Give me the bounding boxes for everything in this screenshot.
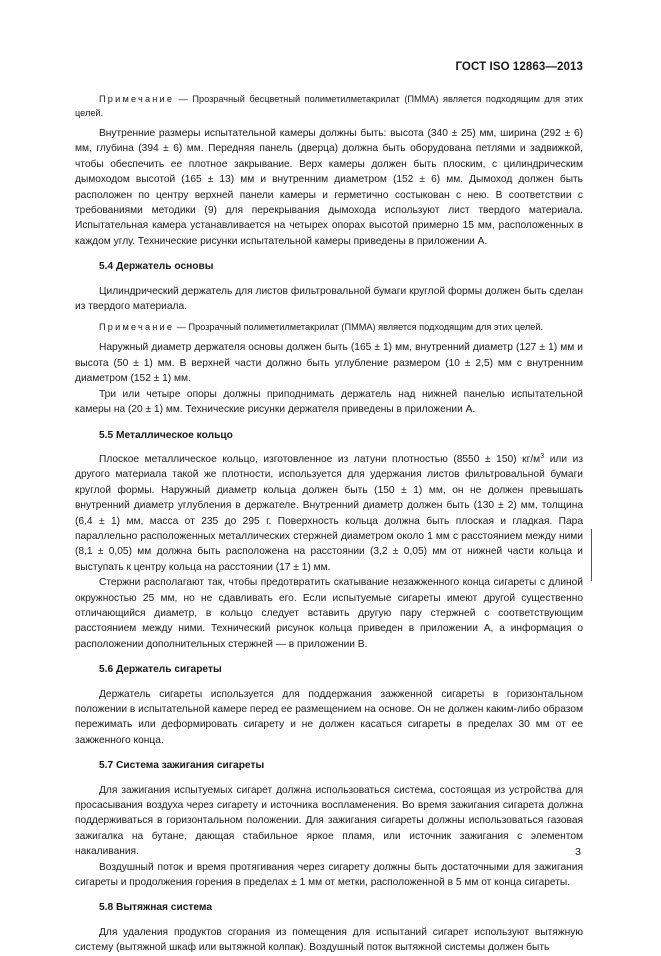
note-text: Прозрачный полиметилметакрилат (ПММА) является подходящим для этих целей. (188, 322, 544, 333)
page-number: 3 (575, 846, 581, 858)
section-heading: 5.5 Металлическое кольцо (99, 429, 233, 441)
note (75, 92, 583, 120)
note-dash: — (174, 94, 193, 104)
text-run: Плоское металлическое кольцо, изготовленное из латуни плотностью (8550 ± 150) кг/м (99, 453, 541, 465)
note-text: Прозрачный бесцветный полиметилметакрилат (ПММА) является подходящим для этих целей. (75, 94, 584, 118)
superscript: 3 (540, 452, 545, 460)
note (75, 320, 583, 334)
paragraph (75, 452, 583, 575)
document-id: ГОСТ ISO 12863—2013 (455, 61, 583, 73)
paragraph: Внутренние размеры испытательной камеры должны быть: высота (340 ± 25) мм, ширина (292 ± 6) мм, глубина (394 ± 6) мм. Передняя панель (дверца) должна быть оборудована петлями и задвижкой, чтобы обеспечить ее плотное закрывание. Верх камеры должен быть плоским, с цилиндрическим дымоходом высотой (165 ± 13) мм и внутренним диаметром (152 ± 6) мм. Дымоход должен быть расположен по центру верхней панели камеры и герметично состыкован с нею. В соответствии с требованиями методики (9) для перекрывания дымохода используют лист твердого материала. Испытательная камера устанавливается на четырех опорах высотой примерно 15 мм, расположенных в каждом углу. Технические рисунки испытательной камеры приведены в приложении А. (75, 128, 583, 247)
paragraph: Три или четыре опоры должны приподнимать держатель над нижней панелью испытательной камеры на (20 ± 1) мм. Технические рисунки держателя приведены в приложении А. (75, 388, 583, 416)
section-heading: 5.6 Держатель сигареты (99, 664, 222, 676)
paragraph: Для зажигания испытуемых сигарет должна использоваться система, состоящая из устройства для просасывания воздуха через сигарету и источника воспламенения. Во время зажигания сигарета должна поддерживаться в горизонтальном положении. Для зажигания сигареты должны использоваться газовая зажигалка на бутане, дающая стабильное яркое пламя, или источник зажигания с элементом накаливания. (75, 784, 583, 858)
paragraph: Цилиндрический держатель для листов фильтровальной бумаги круглой формы должен быть сделан из твердого материала. (75, 285, 583, 313)
paragraph: Держатель сигареты используется для поддержания зажженной сигареты в горизонтальном положении в испытательной камере перед ее размещением на основе. Он не должен каким-либо образом пережимать или деформировать сигарету и не должен касаться сигареты в пределах 30 мм от ее зажженного конца. (75, 688, 583, 746)
document-body (75, 92, 583, 956)
paragraph: Наружный диаметр держателя основы должен быть (165 ± 1) мм, внутренний диаметр (127 ± 1) мм и высота (50 ± 1) мм. В верхней части должно быть углубление размером (10 ± 2,5) мм с внутренним диаметром (152 ± 1) мм. (75, 342, 583, 385)
section-heading: 5.8 Вытяжная система (99, 902, 212, 914)
section-heading: 5.7 Система зажигания сигареты (99, 760, 265, 772)
paragraph: Стержни располагают так, чтобы предотвратить скатывание незажженного конца сигареты с длиной окружностью 25 мм, но не сдавливать его. Если испытуемые сигареты имеют другой существенно отличающийся диаметр, в кольцо следует вставить другую пару стержней с соответствующим расстоянием между ними. Технический рисунок кольца приведен в приложении А, а информация о расположении дополнительных стержней — в приложении В. (75, 577, 583, 650)
note-label: Примечание (99, 322, 175, 333)
change-bar (591, 529, 592, 581)
paragraph: Воздушный поток и время протягивания через сигарету должны быть достаточными для зажигания сигареты и продолжения горения в пределах ± 1 мм от метки, расположенной в 5 мм от конца сигареты. (75, 861, 583, 889)
section-heading: 5.4 Держатель основы (99, 261, 214, 273)
note-dash: — (174, 322, 189, 333)
paragraph: Для удаления продуктов сгорания из помещения для испытаний сигарет используют вытяжную систему (вытяжной шкаф или вытяжной колпак). Воздушный поток вытяжной системы должен быть (75, 926, 583, 954)
note-label: Примечание (99, 94, 175, 104)
text-run: или из другого материала такой же плотности, используется для удержания листов фильтровальной бумаги круглой формы. Наружный диаметр кольца должен быть (150 ± 1) мм, он не должен превышать внутренний диаметр углубления в держателе. Внутренний диаметр должен быть (130 ± 2) мм, толщина (6,4 ± 1) мм, масса от 235 до 295 г. Поверхность кольца должна быть плоская и гладкая. Пара параллельно расположенных металлических стержней диаметром около 1 мм с расстоянием между ними (8,1 ± 0,05) мм должна быть расположена на расстоянии (3,2 ± 0,05) мм от нижней части кольца и выступать к центру кольца на расстоянии (17 ± 1) мм. (75, 453, 583, 573)
